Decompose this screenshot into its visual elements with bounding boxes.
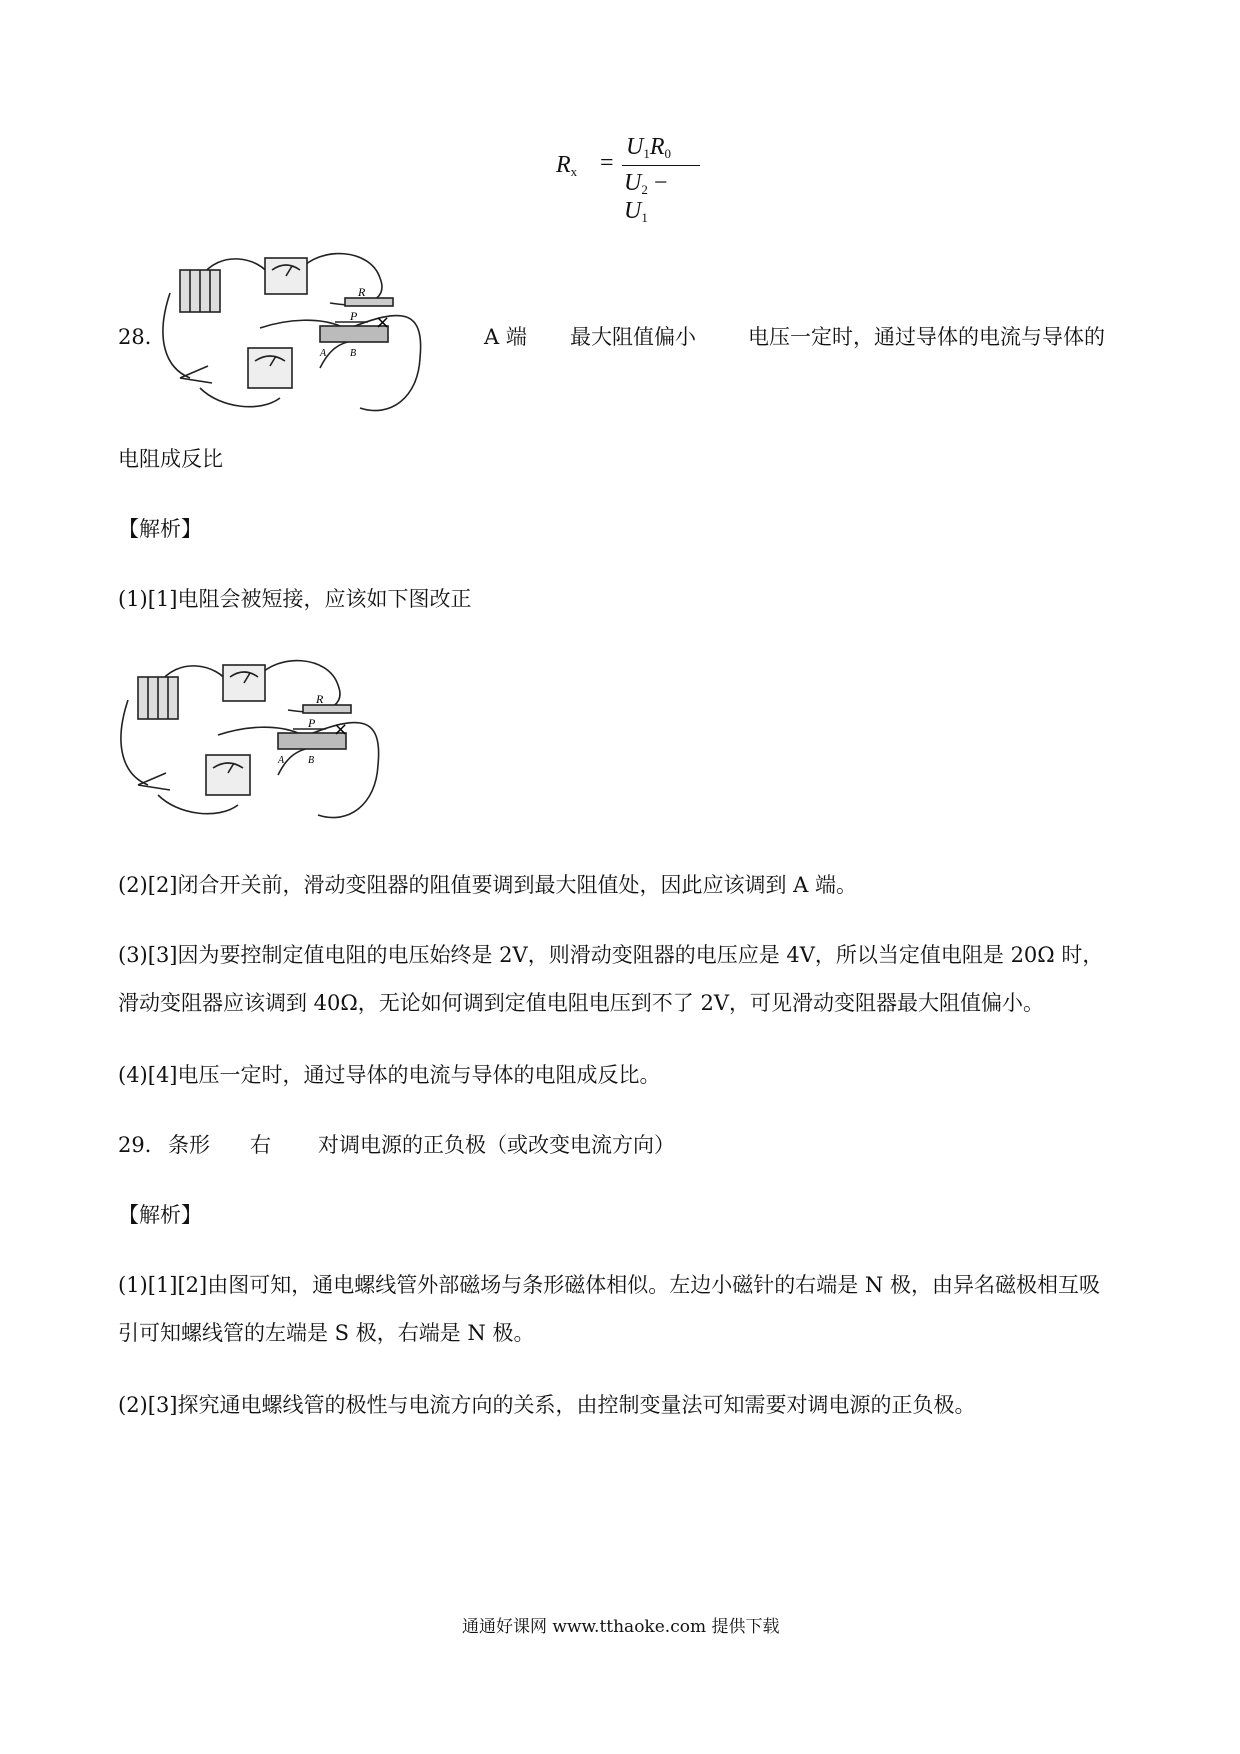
label-b-2: B	[308, 755, 315, 766]
q29-step-1-line2: 引可知螺线管的左端是 S 极，右端是 N 极。	[118, 1321, 535, 1345]
analysis-heading-1: 【解析】	[118, 517, 202, 541]
q29-answer-3: 对调电源的正负极（或改变电流方向）	[318, 1133, 675, 1157]
label-b: B	[350, 348, 357, 359]
question-number-28: 28．	[118, 325, 166, 349]
label-r-2: R	[316, 692, 324, 706]
q28-answer-2: 最大阻值偏小	[570, 325, 696, 349]
q28-answer-1: A 端	[484, 325, 527, 349]
formula-numerator: $U_1R_0$	[626, 134, 672, 161]
label-a-2: A	[278, 755, 285, 766]
cross-mark: ×	[375, 312, 391, 333]
circuit-figure-1	[160, 248, 425, 418]
formula-rx	[556, 134, 696, 225]
q28-answer-3-line1: 电压一定时，通过导体的电流与导体的	[748, 325, 1105, 349]
circuit-diagram-2	[118, 655, 383, 825]
page-footer: 通通好课网 www.tthaoke.com 提供下载	[462, 1617, 780, 1637]
q29-answer-1: 条形	[168, 1133, 210, 1157]
q28-step-2: (2)[2]闭合开关前，滑动变阻器的阻值要调到最大阻值处，因此应该调到 A 端。	[118, 873, 858, 897]
analysis-heading-2: 【解析】	[118, 1203, 202, 1227]
q29-step-1-line1: (1)[1][2]由图可知，通电螺线管外部磁场与条形磁体相似。左边小磁针的右端是 N 极，由异名磁极相互吸	[118, 1273, 1100, 1297]
label-a: A	[320, 348, 327, 359]
q28-step-3-line1: (3)[3]因为要控制定值电阻的电压始终是 2V，则滑动变阻器的电压应是 4V，所以当定值电阻是 20Ω 时，	[118, 943, 1104, 967]
q28-step-4: (4)[4]电压一定时，通过导体的电流与导体的电阻成反比。	[118, 1063, 661, 1087]
question-number-29: 29．	[118, 1133, 166, 1157]
q28-answer-3-line2: 电阻成反比	[118, 447, 223, 471]
q28-step-1: (1)[1]电阻会被短接，应该如下图改正	[118, 587, 472, 611]
label-p: P	[350, 309, 358, 323]
circuit-diagram-1	[160, 248, 425, 418]
formula-denominator: $U_2 - U_1$	[624, 170, 668, 225]
formula-lhs: $R_x$	[556, 152, 578, 179]
label-p-2: P	[308, 716, 316, 730]
q29-step-2: (2)[3]探究通电螺线管的极性与电流方向的关系，由控制变量法可知需要对调电源的正负极。	[118, 1393, 976, 1417]
q29-answer-2: 右	[250, 1133, 271, 1157]
formula-equals: =	[600, 150, 614, 176]
cross-mark-2: ×	[333, 719, 349, 740]
label-r: R	[358, 285, 366, 299]
fraction-bar	[622, 165, 700, 166]
circuit-figure-2	[118, 655, 383, 825]
q28-step-3-line2: 滑动变阻器应该调到 40Ω，无论如何调到定值电阻电压到不了 2V，可见滑动变阻器最大阻值偏小。	[118, 991, 1045, 1015]
